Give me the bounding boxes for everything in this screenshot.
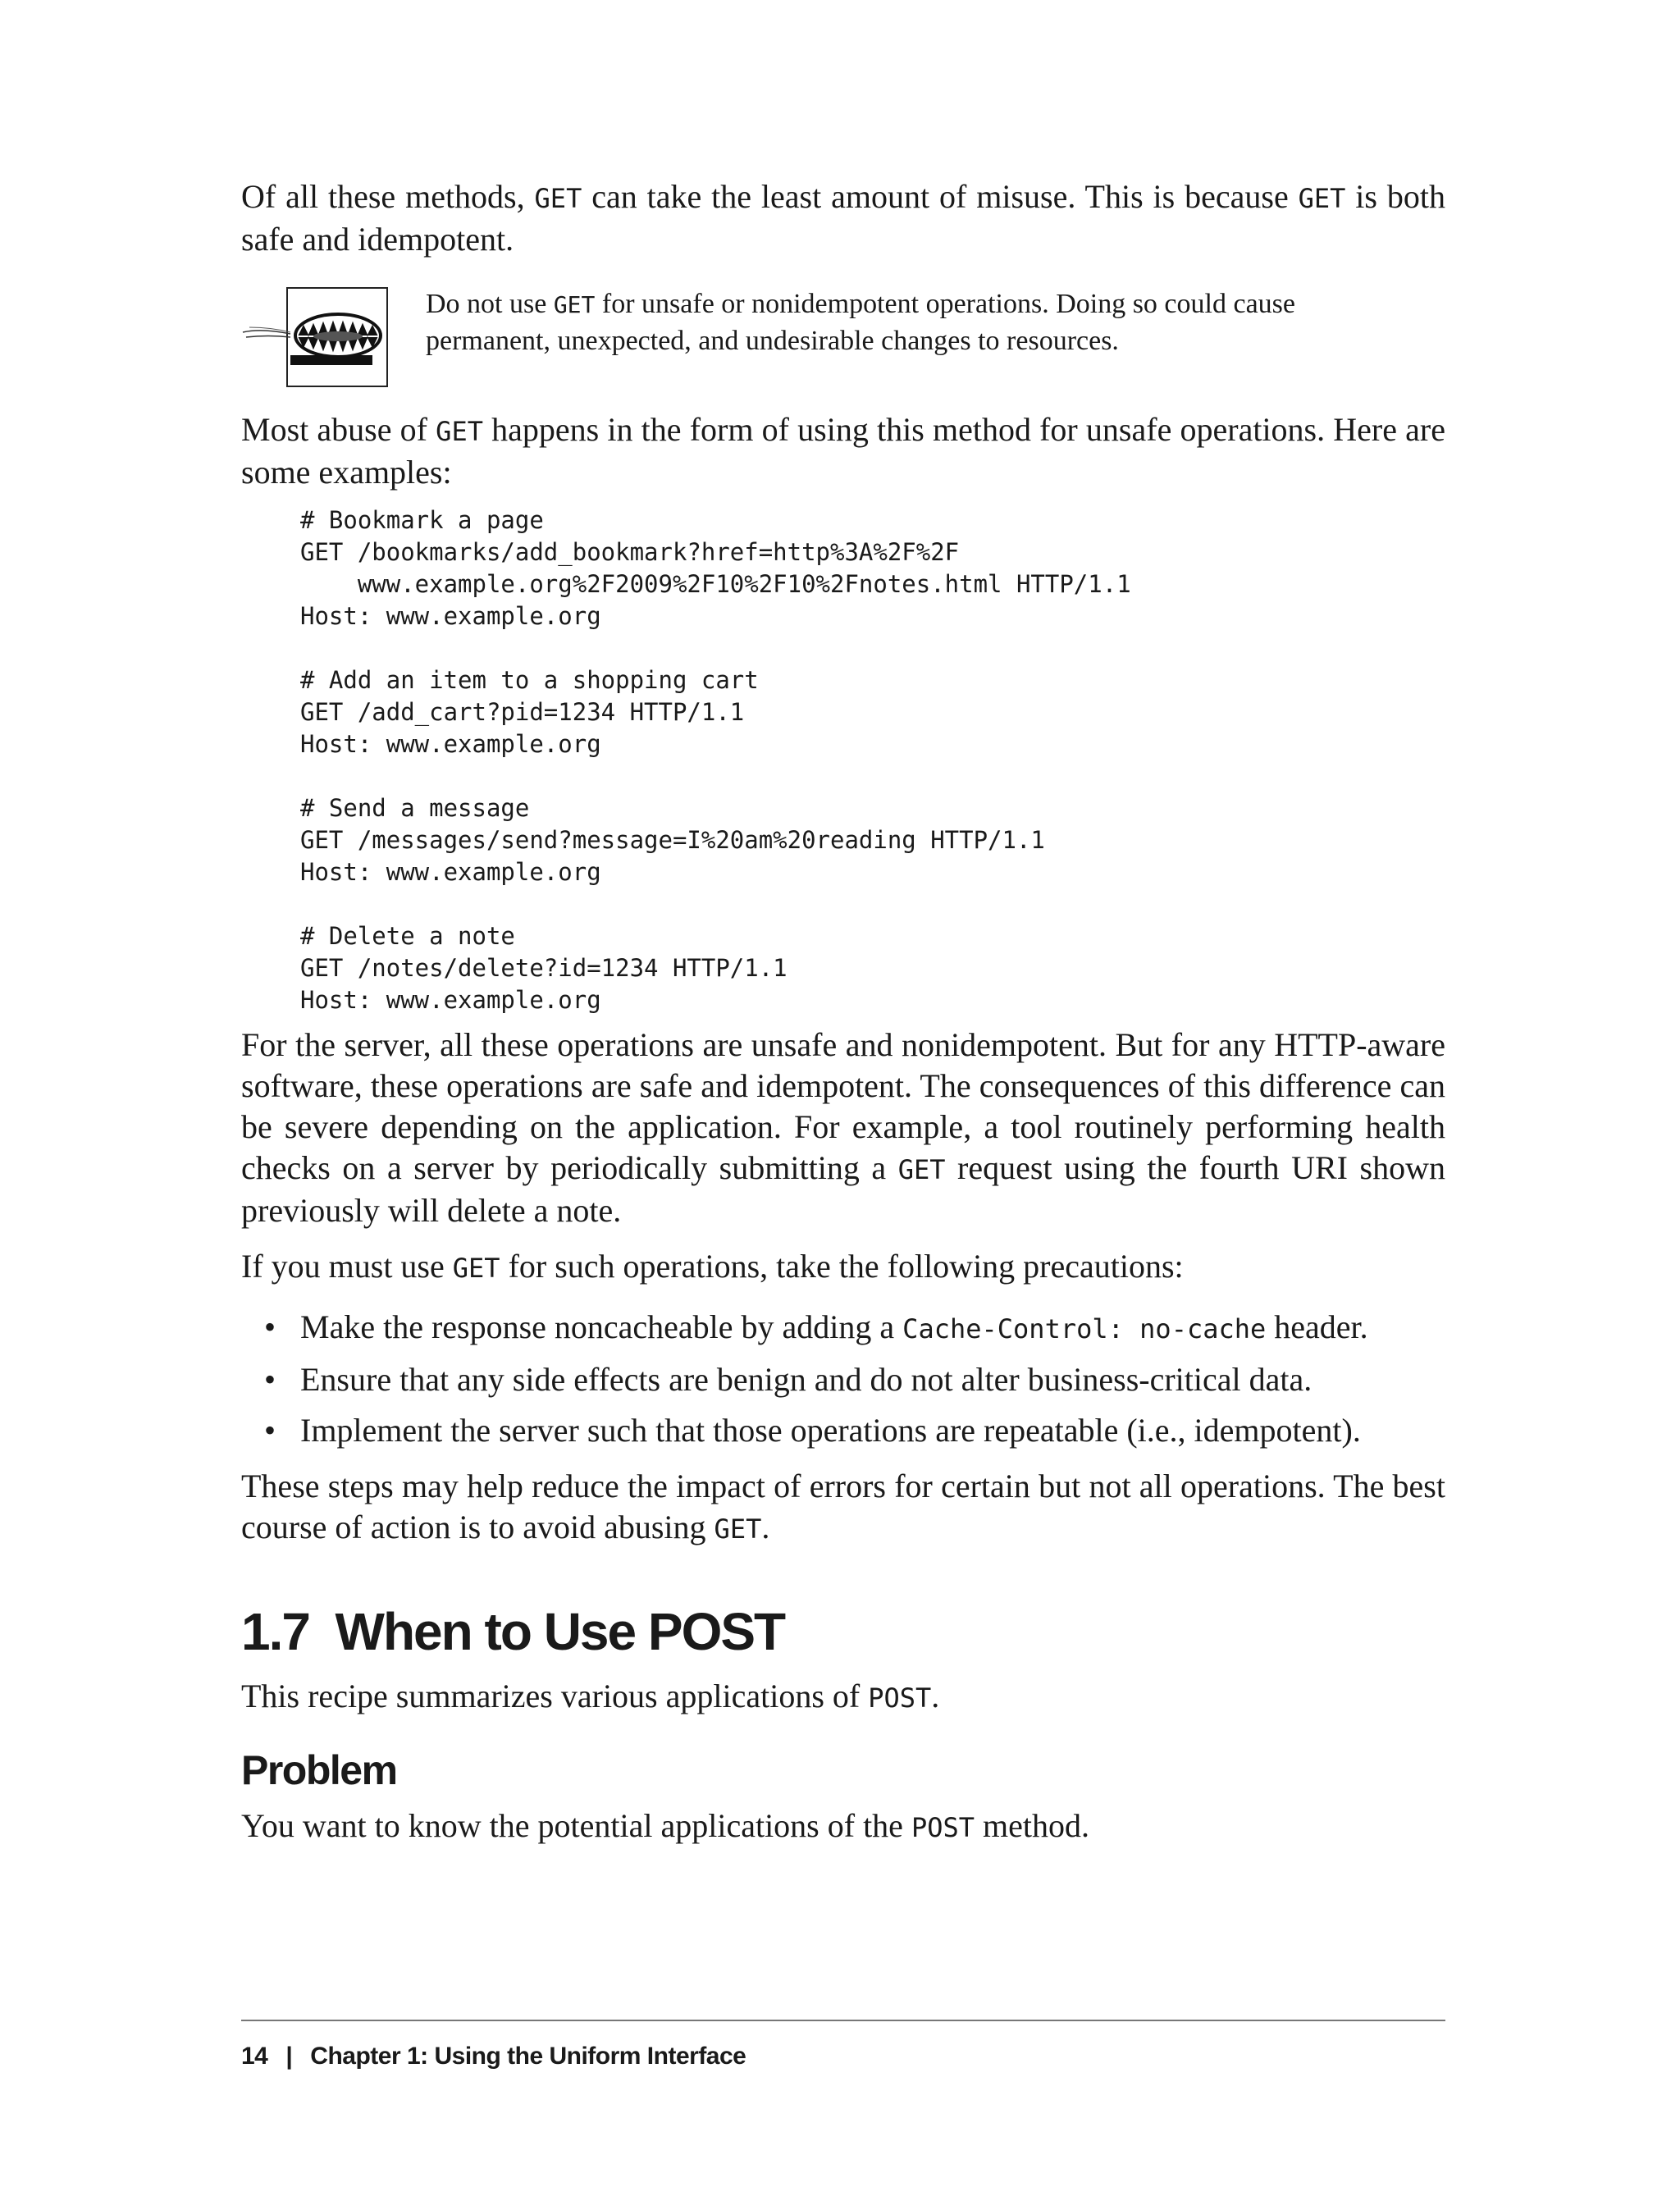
text: Most abuse of: [241, 411, 436, 448]
warning-text: [426, 286, 1369, 359]
text: happens in the form of using this method for unsafe operations. Here are some examples:: [241, 411, 1446, 491]
intro-paragraph: [241, 176, 1445, 260]
list-item: • Implement the server such that those operations are repeatable (i.e., idempotent).: [241, 1410, 1445, 1451]
trap-icon: [241, 286, 389, 388]
inline-code: GET: [897, 1154, 946, 1185]
server-paragraph: [241, 1025, 1445, 1231]
steps-paragraph: [241, 1466, 1445, 1550]
inline-code: GET: [553, 291, 596, 318]
section-heading: [241, 1600, 1445, 1663]
text: .: [761, 1509, 770, 1545]
code-example: # Bookmark a page GET /bookmarks/add_bookmark?href=http%3A%2F%2F www.example.org%2F2009%2F10%2F10%2Fnotes.html HTTP/1.1 Host: www.example.org # Add an item to a shopping cart GET /add_cart?pid=1234 HTTP/1.1 Host: www.example.org # Send a message GET /messages/send?message=I%20am%20reading HTTP/1.1 Host: www.example.org # Delete a note GET /notes/delete?id=1234 HTTP/1.1 Host: www.example.org: [300, 506, 1131, 1014]
section-number: 1.7: [241, 1602, 309, 1661]
text: Of all these methods,: [241, 178, 535, 215]
precautions-list: [241, 1307, 1445, 1451]
problem-heading: Problem: [241, 1747, 397, 1793]
list-item: [241, 1307, 1445, 1349]
problem-paragraph: [241, 1806, 1445, 1848]
text: can take the least amount of misuse. This is because: [582, 178, 1299, 215]
list-item: • Ensure that any side effects are benign and do not alter business-critical data.: [241, 1359, 1445, 1400]
precautions-paragraph: [241, 1246, 1445, 1289]
page-content: [241, 176, 1445, 1848]
footer-text: [241, 2043, 1445, 2070]
footer-divider: [241, 2020, 1445, 2021]
text: for unsafe or nonidempotent operations. Doing so could cause permanent, unexpected, and undesirable changes to resources.: [426, 289, 1295, 356]
inline-code: GET: [1298, 183, 1346, 214]
text: header.: [1266, 1308, 1368, 1345]
inline-code: POST: [911, 1812, 975, 1843]
abuse-paragraph: [241, 409, 1445, 493]
text: .: [931, 1678, 940, 1714]
section-intro: [241, 1676, 1445, 1719]
text: This recipe summarizes various applications of: [241, 1678, 869, 1714]
page-footer: [241, 2020, 1445, 2070]
text: is both safe and idempotent.: [241, 178, 1446, 258]
text: If you must use: [241, 1248, 453, 1285]
text: These steps may help reduce the impact of errors for certain but not all operations. The best course of action is to avoid abusing: [241, 1468, 1445, 1545]
section-title: When to Use POST: [335, 1602, 785, 1661]
text: Make the response noncacheable by adding a: [300, 1308, 903, 1345]
page-number: 14: [241, 2043, 268, 2070]
text: For the server, all these operations are unsafe and nonidempotent. But for any HTTP-aware software, these operations are safe and idempotent. The consequences of this difference can be severe depending on the application. For example, a tool routinely performing health checks on a server by periodically submitting a: [241, 1026, 1445, 1186]
text: You want to know the potential applications of the: [241, 1807, 911, 1844]
text: Do not use: [426, 289, 554, 319]
inline-code: GET: [436, 416, 483, 447]
footer-separator: |: [285, 2043, 293, 2070]
inline-code: POST: [868, 1682, 932, 1714]
text: method.: [975, 1807, 1089, 1844]
inline-code: GET: [714, 1513, 762, 1545]
inline-code: GET: [452, 1253, 500, 1284]
text: for such operations, take the following precautions:: [500, 1248, 1184, 1285]
warning-note: [241, 286, 1445, 409]
text: request using the fourth URI shown previously will delete a note.: [241, 1149, 1446, 1229]
chapter-title: Chapter 1: Using the Uniform Interface: [310, 2043, 746, 2070]
inline-code: GET: [534, 183, 582, 214]
inline-code: Cache-Control: no-cache: [902, 1313, 1267, 1344]
